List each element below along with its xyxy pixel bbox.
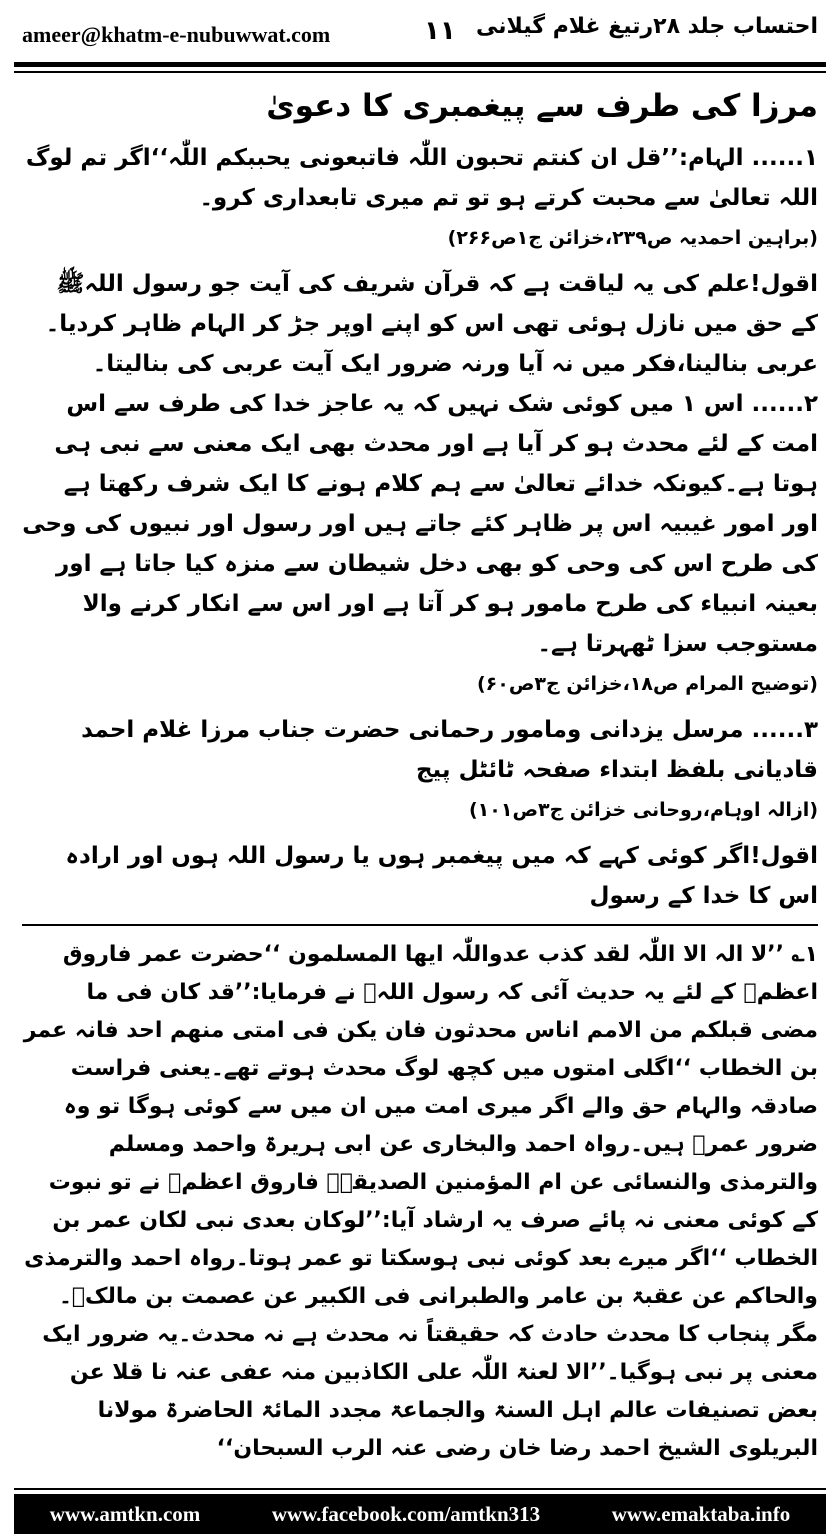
reference-1: (براہین احمدیہ ص۲۳۹،خزائن ج۱ص۲۶۶) bbox=[447, 227, 818, 249]
book-title: احتساب جلد ۲۸رتیغ غلام گیلانی bbox=[476, 14, 818, 39]
footer-link-emaktaba[interactable]: www.emaktaba.info bbox=[611, 1501, 791, 1526]
footer-link-amtkn[interactable]: www.amtkn.com bbox=[49, 1501, 201, 1526]
page-number: ١١ bbox=[424, 16, 456, 46]
footer-rule bbox=[14, 1488, 826, 1490]
header-rule-thin bbox=[14, 71, 826, 73]
header-email: ameer@khatm-e-nubuwwat.com bbox=[22, 22, 331, 47]
paragraph-4: ۳...... مرسل یزدانی ومامور رحمانی حضرت جناب مرزا غلام احمد قادیانی بلفظ ابتداء صفحہ ٹائٹل پیج bbox=[81, 717, 818, 783]
page-header bbox=[14, 8, 826, 56]
footnote: ۱؎ ’’لا الہ الا اللّٰہ لقد کذب عدواللّٰہ ایھا المسلمون ‘‘حضرت عمر فاروق اعظمؓ کے لئے یہ حدیث آئی کہ رسول اللہﷺ نے فرمایا:’’قد کان فی ما مضی قبلکم من الامم اناس محدثون فان یکن فی امتی منھم احد فانہ عمر بن الخطاب ‘‘اگلی امتوں میں کچھ لوگ محدث ہوتے تھے۔یعنی فراست صادقہ والہام حق والے اگر میری امت میں ان میں سے کوئی ہوگا تو وہ ضرور عمرؓ ہیں۔رواہ احمد والبخاری عن ابی ہریرۃ واحمد ومسلم والترمذی والنسائی عن ام المؤمنین الصدیقۃؓ فاروق اعظمؓ نے تو نبوت کے کوئی معنی نہ پائے صرف یہ ارشاد آیا:’’لوکان بعدی نبی لکان عمر بن الخطاب ‘‘اگر میرے بعد کوئی نبی ہوسکتا تو عمر ہوتا۔رواہ احمد والترمذی والحاکم عن عقبۃ بن عامر والطبرانی فی الکبیر عن عصمت بن مالکؓ۔مگر پنجاب کا محدث حادث کہ حقیقتاً نہ محدث ہے نہ محدث۔یہ ضرور ایک معنی پر نبی ہوگیا۔’’الا لعنۃ اللّٰہ علی الکاذبین منہ عفی عنہ نا قلا عن بعض تصنیفات عالم اہل السنۃ والجماعۃ مجدد المائۃ الحاضرۃ مولانا البریلوی الشیخ احمد رضا خان رضی عنہ الرب السبحان‘‘ bbox=[23, 941, 818, 1461]
paragraph-1: ۱...... الہام:’’قل ان کنتم تحبون اللّٰہ فاتبعونی یحببکم اللّٰہ‘‘اگر تم لوگ اللہ تعالیٰ سے محبت کرتے ہو تو تم میری تابعداری کرو۔ bbox=[25, 145, 818, 211]
page-content bbox=[22, 78, 818, 1468]
section-title: مرزا کی طرف سے پیغمبری کا دعویٰ bbox=[266, 88, 818, 124]
footnote-divider bbox=[22, 924, 818, 926]
paragraph-3: ۲...... اس ۱ میں کوئی شک نہیں کہ یہ عاجز خدا کی طرف سے اس امت کے لئے محدث ہو کر آیا ہے اور محدث بھی ایک معنی سے نبی ہی ہوتا ہے۔کیونکہ خدائے تعالیٰ سے ہم کلام ہونے کا ایک شرف رکھتا ہے اور امور غیبیہ اس پر ظاہر کئے جاتے ہیں اور رسول اور نبیوں کی وحی کی طرح اس کی وحی کو بھی دخل شیطان سے منزہ کیا جاتا ہے اور بعینہ انبیاء کی طرح مامور ہو کر آتا ہے اور اس سے انکار کرنے والا مستوجب سزا ٹھہرتا ہے۔ bbox=[22, 391, 818, 657]
reference-2: (توضیح المرام ص۱۸،خزائن ج۳ص۶۰) bbox=[476, 673, 818, 695]
footer-bar bbox=[14, 1494, 826, 1534]
paragraph-5: اقول!اگر کوئی کہے کہ میں پیغمبر ہوں یا رسول اللہ ہوں اور ارادہ اس کا خدا کے رسول bbox=[65, 843, 818, 909]
header-rule-thick bbox=[14, 62, 826, 67]
footer-link-facebook[interactable]: www.facebook.com/amtkn313 bbox=[271, 1501, 541, 1526]
reference-3: (ازالہ اوہام،روحانی خزائن ج۳ص۱۰۱) bbox=[468, 799, 818, 821]
paragraph-2: اقول!علم کی یہ لیاقت ہے کہ قرآن شریف کی آیت جو رسول اللہﷺ کے حق میں نازل ہوئی تھی اس کو اپنے اوپر جڑ کر الہام ظاہر کردیا۔عربی بنالینا،فکر میں نہ آیا ورنہ ضرور ایک آیت عربی کی بنالیتا۔ bbox=[45, 271, 818, 377]
